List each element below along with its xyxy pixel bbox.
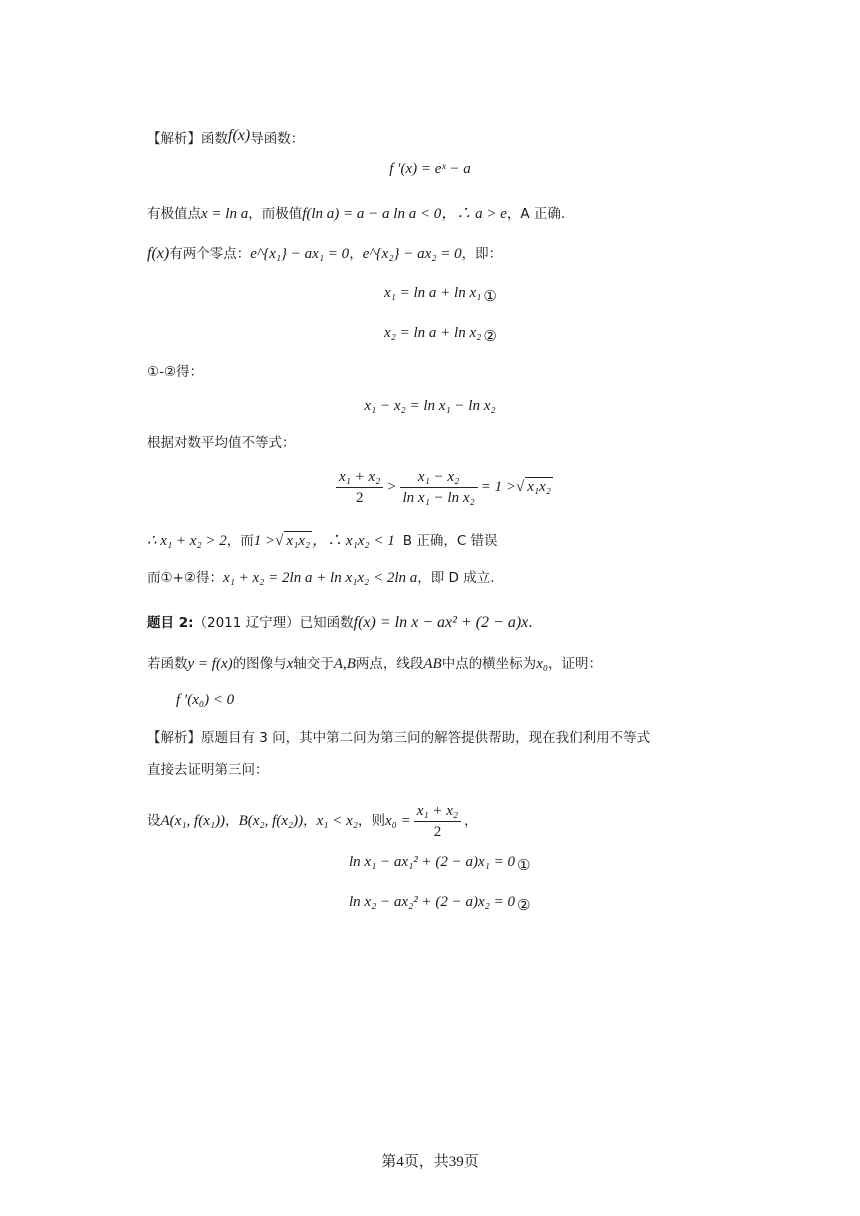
equation-A: [349, 852, 530, 875]
conc-one: 1 >: [253, 533, 276, 549]
zeros-text: 有两个零点：: [169, 246, 251, 262]
subtract-text: ①-②得：: [147, 364, 204, 380]
extreme-text-d: ，A 正确.: [506, 206, 566, 222]
conc-sqrt-radicand: x₁x₂: [286, 533, 311, 549]
zero-eq-1: e^{x₁} − ax₁ = 0: [250, 246, 350, 262]
setup-x0: x₀ =: [385, 813, 411, 829]
function-f-x: f(x): [228, 127, 251, 144]
setup-text-a: 设: [147, 813, 161, 829]
sqrt-sign: √: [515, 479, 525, 495]
equation-A-body: ln x₁ − ax₁² + (2 − a)x₁ = 0: [349, 854, 516, 870]
frac1-denominator: 2: [355, 490, 364, 507]
equation-B-tag: ②: [517, 896, 531, 914]
point-B: B(x₂, f(x₂)): [238, 813, 304, 829]
cond-text-a: 若函数: [147, 656, 188, 672]
cond-text-e: 中点的横坐标为: [441, 656, 537, 672]
zeros-text-b: ，即：: [461, 246, 503, 262]
point-A: A(x₁, f(x₁)): [160, 813, 226, 829]
setup-comma-2: ，: [303, 813, 317, 829]
conclusion-line: [147, 531, 498, 551]
cond-text-d: 两点，线段: [355, 656, 424, 672]
analysis-tail: 导函数：: [250, 131, 305, 147]
question-2-line: [147, 613, 533, 633]
question-2-condition: [147, 654, 602, 674]
log-mean-inequality: [333, 466, 553, 508]
extreme-point: x = ln a: [201, 206, 249, 222]
conc-sqrt-sign: √: [275, 533, 284, 549]
cond-x: x: [286, 656, 294, 672]
equation-1: [384, 283, 497, 306]
cond-segment: AB: [423, 656, 442, 672]
inequality-intro: 根据对数平均值不等式：: [147, 435, 296, 451]
extreme-line: [147, 204, 565, 224]
ineq-tail: = 1 >: [480, 479, 516, 495]
difference-equation: x₁ − x₂ = ln x₁ − ln x₂: [364, 398, 496, 414]
greater-than: >: [386, 479, 397, 495]
conc-product: ，∴ x₁x₂ < 1: [312, 533, 395, 549]
sum-equation: x₁ + x₂ = 2ln a + ln x₁x₂ < 2ln a: [223, 570, 418, 586]
question-2-dot: .: [528, 615, 533, 631]
conc-verdict: B 正确，C 错误: [402, 533, 498, 549]
setup-then: ，则: [358, 813, 385, 829]
equation-2: [384, 323, 497, 346]
equation-2-body: x₂ = ln a + ln x₂: [384, 325, 482, 341]
extreme-value: f(ln a) = a − a ln a < 0: [302, 206, 442, 222]
conc-sum: ∴ x₁ + x₂ > 2: [147, 533, 227, 549]
question-2-label: 题目 2:: [147, 615, 194, 631]
question-2-source: （2011 辽宁理）已知函数: [193, 615, 354, 631]
setup-frac-num: x₁ + x₂: [414, 801, 461, 822]
setup-order: x₁ < x₂: [316, 813, 358, 829]
cond-points: A,B: [333, 656, 356, 672]
extreme-text-b: ，而极值: [248, 206, 303, 222]
setup-line: [147, 800, 478, 842]
question-2-goal: f ′(x₀) < 0: [176, 692, 235, 708]
sum-text-a: 而①+②得：: [147, 570, 224, 586]
equation-2-tag: ②: [483, 327, 497, 345]
cond-text-b: 的图像与: [232, 656, 287, 672]
question-2-function: f(x) = ln x − ax² + (2 − a)x: [353, 614, 529, 631]
setup-fraction: [414, 801, 461, 842]
frac1-numerator: x₁ + x₂: [336, 467, 383, 488]
analysis-head: 【解析】函数: [147, 131, 228, 147]
extreme-text-c: ，∴ a > e: [441, 206, 507, 222]
derivative-equation: f ′(x) = eˣ − a: [389, 161, 471, 177]
equation-A-tag: ①: [517, 856, 531, 874]
sqrt-radicand: x₁x₂: [527, 479, 551, 495]
page-footer: 第4页，共39页: [381, 1154, 479, 1170]
frac2-denominator: ln x₁ − ln x₂: [402, 490, 475, 507]
analysis-2-line-2: 直接去证明第三问：: [147, 762, 269, 778]
setup-comma-1: ，: [225, 813, 239, 829]
zeros-line: [147, 244, 502, 264]
cond-y-eq: y = f(x): [187, 656, 233, 672]
setup-frac-den: 2: [433, 823, 442, 840]
equation-B: [349, 892, 530, 915]
cond-text-c: 轴交于: [293, 656, 334, 672]
fraction-log-mean: [400, 467, 478, 508]
sum-text-b: ，即 D 成立.: [417, 570, 495, 586]
fraction-arith-mean: [336, 467, 383, 508]
analysis-intro-line: [147, 126, 304, 149]
cond-x0: x₀: [536, 656, 549, 672]
analysis-2-line-1: 【解析】原题目有 3 问，其中第二问为第三问的解答提供帮助，现在我们利用不等式: [147, 730, 651, 746]
equation-1-body: x₁ = ln a + ln x₁: [384, 285, 482, 301]
setup-end: ，: [464, 813, 478, 829]
extreme-text-a: 有极值点: [147, 206, 201, 222]
sum-line: [147, 568, 495, 588]
cond-text-f: ，证明：: [548, 656, 603, 672]
zeros-comma: ，: [349, 246, 363, 262]
conc-text-b: ，而: [226, 533, 254, 549]
zero-eq-2: e^{x₂} − ax₂ = 0: [362, 246, 462, 262]
equation-B-body: ln x₂ − ax₂² + (2 − a)x₂ = 0: [349, 894, 516, 910]
zeros-f: f(x): [147, 245, 170, 262]
frac2-numerator: x₁ − x₂: [400, 467, 478, 488]
equation-1-tag: ①: [483, 287, 497, 305]
